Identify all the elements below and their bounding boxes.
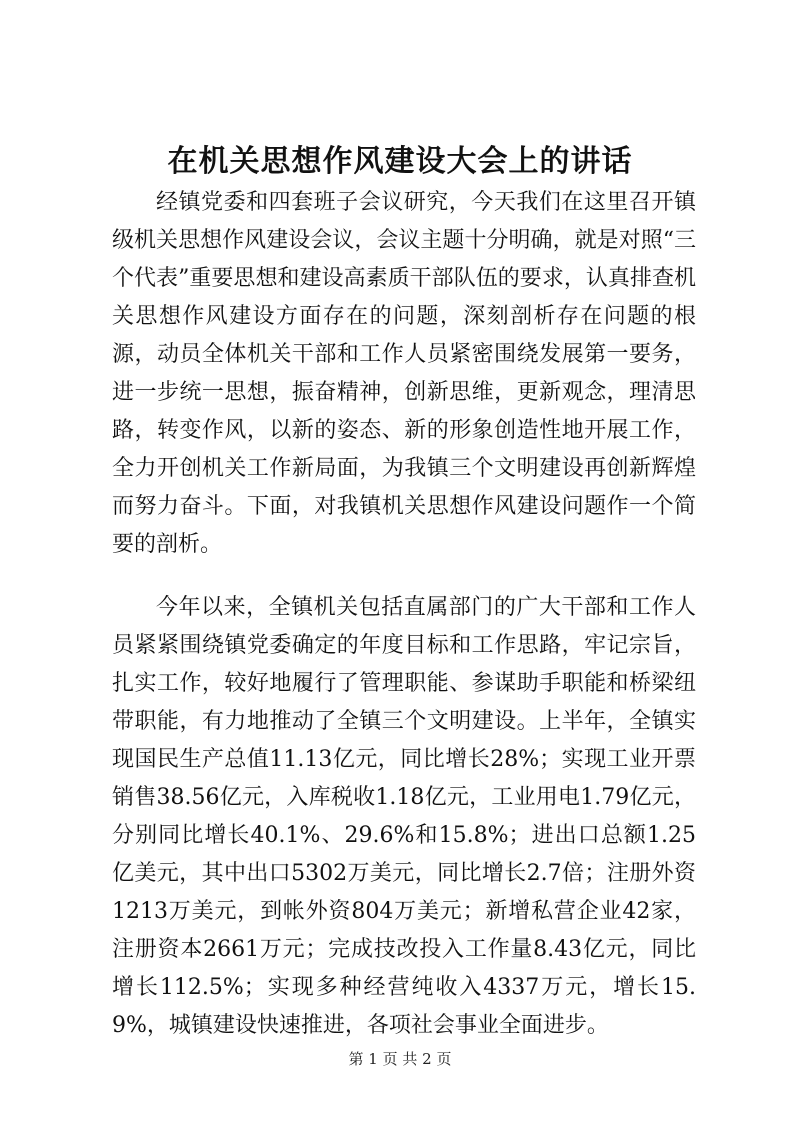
paragraph-2: 今年以来，全镇机关包括直属部门的广大干部和工作人员紧紧围绕镇党委确定的年度目标和工作思路，牢记宗旨，扎实工作，较好地履行了管理职能、参谋助手职能和桥梁纽带职能，有力地推动了全镇三个文明建设。上半年，全镇实现国民生产总值11.13亿元，同比增长28%；实现工业开票销售38.56亿元，入库税收1.18亿元，工业用电1.79亿元，分别同比增长40.1%、29.6%和15.8%；进出口总额1.25亿美元，其中出口5302万美元，同比增长2.7倍；注册外资1213万美元，到帐外资804万美元；新增私营企业42家，注册资本2661万元；完成技改投入工作量8.43亿元，同比增长112.5%；实现多种经营纯收入4337万元，增长15.9%，城镇建设快速推进，各项社会事业全面进步。 (112, 595, 696, 1038)
paragraph-1: 经镇党委和四套班子会议研究，今天我们在这里召开镇级机关思想作风建设会议，会议主题十分明确，就是对照“三个代表”重要思想和建设高素质干部队伍的要求，认真排查机关思想作风建设方面存在的问题，深刻剖析存在问题的根源，动员全体机关干部和工作人员紧密围绕发展第一要务，进一步统一思想，振奋精神，创新思维，更新观念，理清思路，转变作风，以新的姿态、新的形象创造性地开展工作，全力开创机关工作新局面，为我镇三个文明建设再创新辉煌而努力奋斗。下面，对我镇机关思想作风建设问题作一个简要的剖析。 (112, 190, 696, 557)
document-title: 在机关思想作风建设大会上的讲话 (167, 144, 633, 179)
page-number-footer: 第 1 页 共 2 页 (348, 1050, 452, 1068)
document-body (112, 184, 696, 1070)
